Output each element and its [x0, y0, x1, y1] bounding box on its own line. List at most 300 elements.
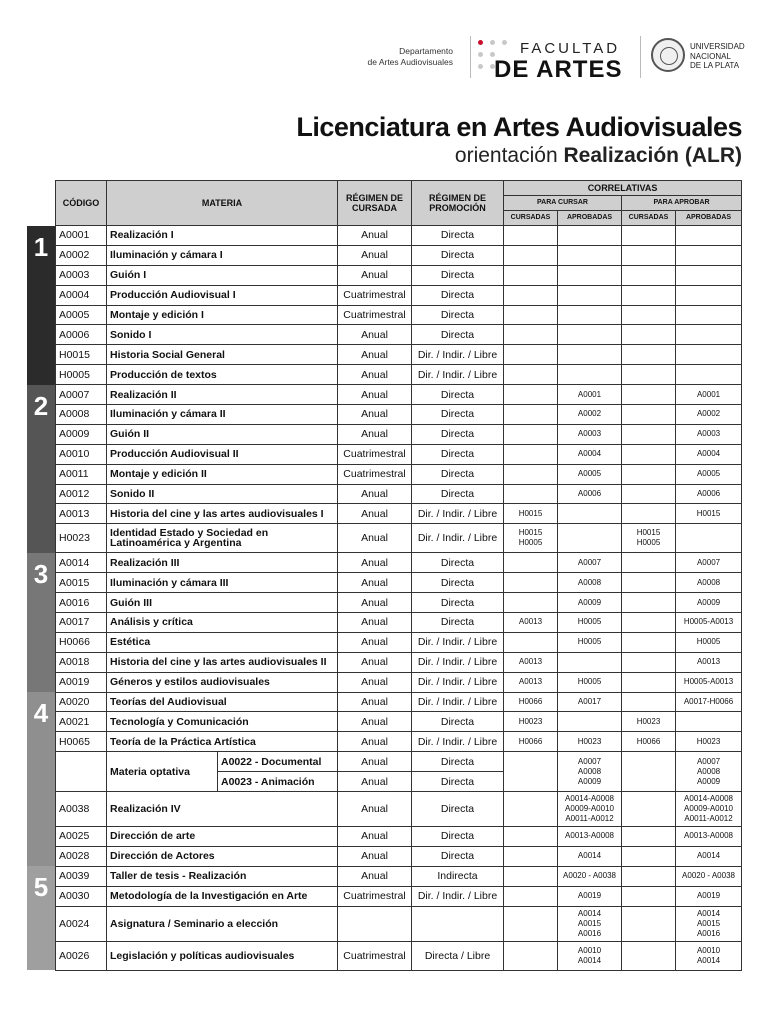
subject-name: Producción Audiovisual II: [107, 444, 338, 464]
cursar-cursadas: [504, 941, 558, 970]
aprobar-cursadas: [622, 866, 676, 886]
regimen-cursada: Cuatrimestral: [338, 886, 412, 906]
table-row: [56, 424, 742, 444]
table-row: A0023 - Animación Anual Directa: [56, 772, 742, 792]
subject-code: A0026: [56, 941, 107, 970]
subject-code: A0014: [56, 553, 107, 573]
table-row: [56, 632, 742, 652]
regimen-promocion: Directa: [412, 405, 504, 425]
subject-name: Guión I: [107, 265, 338, 285]
aprobar-aprobadas: H0015: [676, 504, 742, 524]
table-row: [56, 866, 742, 886]
aprobar-cursadas: [622, 792, 676, 827]
subject-name: Taller de tesis - Realización: [107, 866, 338, 886]
aprobar-cursadas: [622, 325, 676, 345]
cursar-cursadas: [504, 464, 558, 484]
cursar-cursadas: H0066: [504, 732, 558, 752]
regimen-promocion: Dir. / Indir. / Libre: [412, 632, 504, 652]
subject-code: H0005: [56, 365, 107, 385]
cursar-aprobadas: [558, 305, 622, 325]
cursar-aprobadas: [558, 285, 622, 305]
aprobar-cursadas: [622, 504, 676, 524]
year-marker: 4: [27, 692, 55, 866]
subject-code: A0012: [56, 484, 107, 504]
cursar-aprobadas: [558, 652, 622, 672]
aprobar-aprobadas: A0004: [676, 444, 742, 464]
faculty-logo-line1: FACULTAD: [520, 40, 621, 57]
regimen-promocion: Dir. / Indir. / Libre: [412, 524, 504, 553]
subject-name: Guión III: [107, 593, 338, 613]
subject-code: A0013: [56, 504, 107, 524]
subject-code: A0007: [56, 385, 107, 405]
aprobar-aprobadas: [676, 712, 742, 732]
col-codigo: CÓDIGO: [56, 181, 107, 226]
subject-name: Dirección de arte: [107, 827, 338, 847]
curriculum-table: [55, 180, 742, 971]
regimen-promocion: Dir. / Indir. / Libre: [412, 652, 504, 672]
subject-name: Análisis y crítica: [107, 613, 338, 633]
subject-code: A0008: [56, 405, 107, 425]
cursar-aprobadas: A0006: [558, 484, 622, 504]
cursar-cursadas: [504, 405, 558, 425]
cursar-cursadas: [504, 846, 558, 866]
col-cursadas: CURSADAS: [622, 211, 676, 226]
subject-code: A0002: [56, 245, 107, 265]
aprobar-cursadas: [622, 613, 676, 633]
regimen-promocion: Directa: [412, 553, 504, 573]
table-row: [56, 732, 742, 752]
cursar-cursadas: [504, 593, 558, 613]
regimen-cursada: Cuatrimestral: [338, 941, 412, 970]
regimen-promocion: Directa: [412, 285, 504, 305]
table-row: [56, 827, 742, 847]
subject-code: A0009: [56, 424, 107, 444]
subject-name: Sonido II: [107, 484, 338, 504]
regimen-cursada: Cuatrimestral: [338, 285, 412, 305]
col-regimen-promocion: RÉGIMEN DE PROMOCIÓN: [412, 181, 504, 226]
regimen-cursada: Anual: [338, 226, 412, 246]
cursar-aprobadas: H0005: [558, 632, 622, 652]
aprobar-cursadas: [622, 424, 676, 444]
cursar-cursadas: [504, 573, 558, 593]
cursar-cursadas: H0015: [504, 504, 558, 524]
subject-code: A0003: [56, 265, 107, 285]
regimen-promocion: Directa: [412, 325, 504, 345]
table-row: [56, 573, 742, 593]
university-name: UNIVERSIDAD NACIONAL DE LA PLATA: [690, 42, 745, 70]
cursar-aprobadas: [558, 345, 622, 365]
aprobar-aprobadas: A0008: [676, 573, 742, 593]
subject-name: Guión II: [107, 424, 338, 444]
cursar-aprobadas: A0004: [558, 444, 622, 464]
subject-code: A0038: [56, 792, 107, 827]
aprobar-aprobadas: A0010 A0014: [676, 941, 742, 970]
subject-code: A0016: [56, 593, 107, 613]
table-row: [56, 553, 742, 573]
regimen-cursada: Anual: [338, 792, 412, 827]
cursar-cursadas: [504, 226, 558, 246]
regimen-promocion: Directa: [412, 444, 504, 464]
aprobar-cursadas: [622, 941, 676, 970]
aprobar-cursadas: [622, 652, 676, 672]
subject-name: Iluminación y cámara I: [107, 245, 338, 265]
cursar-cursadas: [504, 444, 558, 464]
aprobar-cursadas: [622, 285, 676, 305]
regimen-cursada: Anual: [338, 345, 412, 365]
regimen-promocion: Directa: [412, 226, 504, 246]
regimen-cursada: Anual: [338, 405, 412, 425]
aprobar-aprobadas: [676, 524, 742, 553]
col-regimen-cursada: RÉGIMEN DE CURSADA: [338, 181, 412, 226]
col-para-cursar: PARA CURSAR: [504, 196, 622, 211]
subject-name: Metodología de la Investigación en Arte: [107, 886, 338, 906]
regimen-promocion: Directa: [412, 573, 504, 593]
regimen-promocion: Directa / Libre: [412, 941, 504, 970]
aprobar-aprobadas: [676, 325, 742, 345]
subject-name: Estética: [107, 632, 338, 652]
page-subtitle: orientación Realización (ALR): [454, 144, 742, 167]
regimen-cursada: Anual: [338, 652, 412, 672]
cursar-cursadas: [504, 265, 558, 285]
regimen-cursada: Anual: [338, 385, 412, 405]
col-aprobadas: APROBADAS: [558, 211, 622, 226]
aprobar-cursadas: [622, 385, 676, 405]
cursar-aprobadas: [558, 265, 622, 285]
subject-code: A0017: [56, 613, 107, 633]
subject-name: Montaje y edición I: [107, 305, 338, 325]
cursar-cursadas: [504, 792, 558, 827]
cursar-aprobadas: A0009: [558, 593, 622, 613]
regimen-promocion: Directa: [412, 265, 504, 285]
subject-name: Identidad Estado y Sociedad en Latinoamérica y Argentina: [107, 524, 338, 553]
table-row: [56, 385, 742, 405]
cursar-aprobadas: A0014: [558, 846, 622, 866]
regimen-cursada: Cuatrimestral: [338, 464, 412, 484]
regimen-promocion: Indirecta: [412, 866, 504, 886]
cursar-aprobadas: [558, 504, 622, 524]
table-row: [56, 504, 742, 524]
subject-code: A0019: [56, 672, 107, 692]
regimen-cursada: Anual: [338, 846, 412, 866]
table-row: [56, 305, 742, 325]
cursar-cursadas: [504, 365, 558, 385]
subject-name: Realización I: [107, 226, 338, 246]
aprobar-aprobadas: A0013-A0008: [676, 827, 742, 847]
cursar-cursadas: [504, 305, 558, 325]
table-row: [56, 886, 742, 906]
regimen-cursada: Anual: [338, 692, 412, 712]
cursar-cursadas: A0013: [504, 672, 558, 692]
aprobar-aprobadas: A0009: [676, 593, 742, 613]
regimen-promocion: Directa: [412, 792, 504, 827]
cursar-cursadas: A0013: [504, 613, 558, 633]
aprobar-cursadas: [622, 692, 676, 712]
aprobar-aprobadas: A0017-H0066: [676, 692, 742, 712]
subject-name: Sonido I: [107, 325, 338, 345]
subject-name: Realización III: [107, 553, 338, 573]
subject-code: H0065: [56, 732, 107, 752]
regimen-promocion: Directa: [412, 305, 504, 325]
subject-name: Asignatura / Seminario a elección: [107, 906, 338, 941]
subject-name: Montaje y edición II: [107, 464, 338, 484]
aprobar-aprobadas: H0023: [676, 732, 742, 752]
cursar-cursadas: [504, 424, 558, 444]
subject-code: A0005: [56, 305, 107, 325]
cursar-aprobadas: [558, 365, 622, 385]
regimen-promocion: Directa: [412, 424, 504, 444]
aprobar-cursadas: [622, 265, 676, 285]
subject-name: Iluminación y cámara III: [107, 573, 338, 593]
aprobar-aprobadas: [676, 285, 742, 305]
aprobar-cursadas: H0066: [622, 732, 676, 752]
department-label: Departamento de Artes Audiovisuales: [367, 46, 453, 67]
aprobar-aprobadas: A0002: [676, 405, 742, 425]
col-aprobadas: APROBADAS: [676, 211, 742, 226]
aprobar-aprobadas: A0007: [676, 553, 742, 573]
cursar-cursadas: [504, 345, 558, 365]
aprobar-cursadas: [622, 632, 676, 652]
aprobar-cursadas: H0015 H0005: [622, 524, 676, 553]
table-row: [56, 846, 742, 866]
subject-code: A0028: [56, 846, 107, 866]
aprobar-aprobadas: H0005: [676, 632, 742, 652]
aprobar-aprobadas: A0005: [676, 464, 742, 484]
aprobar-aprobadas: A0001: [676, 385, 742, 405]
aprobar-cursadas: H0023: [622, 712, 676, 732]
table-row: [56, 712, 742, 732]
aprobar-aprobadas: [676, 226, 742, 246]
regimen-cursada: Anual: [338, 866, 412, 886]
regimen-promocion: Directa: [412, 484, 504, 504]
cursar-cursadas: [504, 866, 558, 886]
regimen-promocion: Dir. / Indir. / Libre: [412, 672, 504, 692]
regimen-cursada: Anual: [338, 365, 412, 385]
faculty-logo-line2: DE ARTES: [494, 56, 623, 83]
regimen-cursada: Anual: [338, 524, 412, 553]
aprobar-aprobadas: [676, 265, 742, 285]
aprobar-aprobadas: A0014 A0015 A0016: [676, 906, 742, 941]
table-row: [56, 484, 742, 504]
subject-code: A0020: [56, 692, 107, 712]
aprobar-cursadas: [622, 672, 676, 692]
subject-code: A0039: [56, 866, 107, 886]
cursar-aprobadas: H0005: [558, 613, 622, 633]
regimen-cursada: Anual: [338, 325, 412, 345]
subject-code: A0030: [56, 886, 107, 906]
table-row: [56, 405, 742, 425]
aprobar-cursadas: [622, 464, 676, 484]
cursar-cursadas: H0066: [504, 692, 558, 712]
subject-name: Historia Social General: [107, 345, 338, 365]
regimen-cursada: Anual: [338, 424, 412, 444]
subject-name: Legislación y políticas audiovisuales: [107, 941, 338, 970]
regimen-cursada: Anual: [338, 553, 412, 573]
table-row: [56, 941, 742, 970]
regimen-cursada: Cuatrimestral: [338, 305, 412, 325]
subject-name: Iluminación y cámara II: [107, 405, 338, 425]
regimen-cursada: Anual: [338, 265, 412, 285]
subject-code: A0010: [56, 444, 107, 464]
subject-name: Dirección de Actores: [107, 846, 338, 866]
subject-code: H0023: [56, 524, 107, 553]
regimen-promocion: Directa: [412, 827, 504, 847]
regimen-promocion: Directa: [412, 464, 504, 484]
aprobar-aprobadas: [676, 305, 742, 325]
header-divider: [470, 36, 471, 78]
university-seal-icon: [651, 38, 685, 72]
table-row: [56, 325, 742, 345]
cursar-cursadas: [504, 385, 558, 405]
table-row: [56, 444, 742, 464]
regimen-promocion: Dir. / Indir. / Libre: [412, 365, 504, 385]
regimen-promocion: Directa: [412, 385, 504, 405]
aprobar-aprobadas: A0014: [676, 846, 742, 866]
aprobar-aprobadas: [676, 245, 742, 265]
aprobar-cursadas: [622, 345, 676, 365]
page-title: Licenciatura en Artes Audiovisuales: [296, 112, 742, 142]
cursar-cursadas: H0015 H0005: [504, 524, 558, 553]
regimen-cursada: Anual: [338, 573, 412, 593]
cursar-cursadas: [504, 245, 558, 265]
optativa-option: A0022 - Documental: [218, 752, 338, 772]
cursar-aprobadas: A0003: [558, 424, 622, 444]
subject-name: Teorías del Audiovisual: [107, 692, 338, 712]
subject-name: Realización II: [107, 385, 338, 405]
aprobar-aprobadas: A0014-A0008 A0009-A0010 A0011-A0012: [676, 792, 742, 827]
table-row: [56, 593, 742, 613]
aprobar-cursadas: [622, 573, 676, 593]
subject-code: H0015: [56, 345, 107, 365]
regimen-cursada: Anual: [338, 632, 412, 652]
regimen-promocion: Directa: [412, 712, 504, 732]
optativa-option: A0023 - Animación: [218, 772, 338, 792]
aprobar-aprobadas: A0020 - A0038: [676, 866, 742, 886]
year-marker: 1: [27, 226, 55, 385]
table-row: Materia optativa A0022 - Documental Anual Directa A0007 A0008 A0009 A0007 A0008 A0009: [56, 752, 742, 772]
regimen-cursada: Cuatrimestral: [338, 444, 412, 464]
cursar-aprobadas: [558, 524, 622, 553]
regimen-cursada: Anual: [338, 245, 412, 265]
cursar-aprobadas: A0013-A0008: [558, 827, 622, 847]
aprobar-aprobadas: H0005-A0013: [676, 672, 742, 692]
subject-name: Historia del cine y las artes audiovisuales I: [107, 504, 338, 524]
table-row: [56, 226, 742, 246]
table-row: [56, 906, 742, 941]
year-marker: 3: [27, 553, 55, 692]
table-row: [56, 285, 742, 305]
table-row: [56, 672, 742, 692]
table-row: [56, 792, 742, 827]
cursar-cursadas: [504, 827, 558, 847]
aprobar-aprobadas: [676, 365, 742, 385]
regimen-promocion: Dir. / Indir. / Libre: [412, 692, 504, 712]
subject-code: A0001: [56, 226, 107, 246]
header-divider: [640, 36, 641, 78]
aprobar-cursadas: [622, 886, 676, 906]
aprobar-aprobadas: A0003: [676, 424, 742, 444]
col-materia: MATERIA: [107, 181, 338, 226]
cursar-aprobadas: A0010 A0014: [558, 941, 622, 970]
regimen-promocion: Directa: [412, 846, 504, 866]
page-header: [0, 0, 768, 100]
regimen-promocion: Directa: [412, 593, 504, 613]
regimen-cursada: Anual: [338, 672, 412, 692]
table-row: [56, 692, 742, 712]
aprobar-aprobadas: H0005-A0013: [676, 613, 742, 633]
col-cursadas: CURSADAS: [504, 211, 558, 226]
aprobar-cursadas: [622, 444, 676, 464]
subject-code: A0011: [56, 464, 107, 484]
cursar-cursadas: H0023: [504, 712, 558, 732]
cursar-cursadas: [504, 906, 558, 941]
table-row: [56, 464, 742, 484]
regimen-promocion: [412, 906, 504, 941]
cursar-cursadas: [504, 285, 558, 305]
cursar-aprobadas: H0023: [558, 732, 622, 752]
subject-code: A0015: [56, 573, 107, 593]
regimen-cursada: Anual: [338, 504, 412, 524]
aprobar-aprobadas: A0006: [676, 484, 742, 504]
aprobar-cursadas: [622, 484, 676, 504]
table-header-row: [56, 181, 742, 196]
year-marker: 2: [27, 385, 55, 553]
subject-name: Producción de textos: [107, 365, 338, 385]
subject-code: H0066: [56, 632, 107, 652]
subject-code: A0004: [56, 285, 107, 305]
col-correlativas: CORRELATIVAS: [504, 181, 742, 196]
regimen-cursada: Anual: [338, 484, 412, 504]
cursar-aprobadas: [558, 712, 622, 732]
aprobar-cursadas: [622, 365, 676, 385]
table-row: [56, 265, 742, 285]
cursar-aprobadas: [558, 325, 622, 345]
subject-code: A0025: [56, 827, 107, 847]
subject-name: Realización IV: [107, 792, 338, 827]
regimen-promocion: Dir. / Indir. / Libre: [412, 732, 504, 752]
subject-code: A0024: [56, 906, 107, 941]
cursar-aprobadas: A0014 A0015 A0016: [558, 906, 622, 941]
cursar-aprobadas: A0002: [558, 405, 622, 425]
regimen-cursada: Anual: [338, 712, 412, 732]
table-row: [56, 365, 742, 385]
cursar-aprobadas: A0005: [558, 464, 622, 484]
aprobar-cursadas: [622, 245, 676, 265]
cursar-aprobadas: A0017: [558, 692, 622, 712]
subject-name: Géneros y estilos audiovisuales: [107, 672, 338, 692]
table-row: [56, 345, 742, 365]
subject-code: A0018: [56, 652, 107, 672]
regimen-cursada: [338, 906, 412, 941]
subject-code: A0006: [56, 325, 107, 345]
aprobar-aprobadas: [676, 345, 742, 365]
subject-code: A0021: [56, 712, 107, 732]
subject-name: Historia del cine y las artes audiovisuales II: [107, 652, 338, 672]
subject-name: Producción Audiovisual I: [107, 285, 338, 305]
year-marker: 5: [27, 866, 55, 970]
subject-name: Teoría de la Práctica Artística: [107, 732, 338, 752]
regimen-promocion: Dir. / Indir. / Libre: [412, 886, 504, 906]
regimen-promocion: Dir. / Indir. / Libre: [412, 345, 504, 365]
table-row: [56, 245, 742, 265]
table-row: [56, 524, 742, 553]
cursar-cursadas: [504, 325, 558, 345]
aprobar-cursadas: [622, 553, 676, 573]
cursar-aprobadas: [558, 245, 622, 265]
aprobar-cursadas: [622, 405, 676, 425]
regimen-promocion: Dir. / Indir. / Libre: [412, 504, 504, 524]
col-para-aprobar: PARA APROBAR: [622, 196, 742, 211]
optativa-label: Materia optativa: [107, 752, 218, 792]
